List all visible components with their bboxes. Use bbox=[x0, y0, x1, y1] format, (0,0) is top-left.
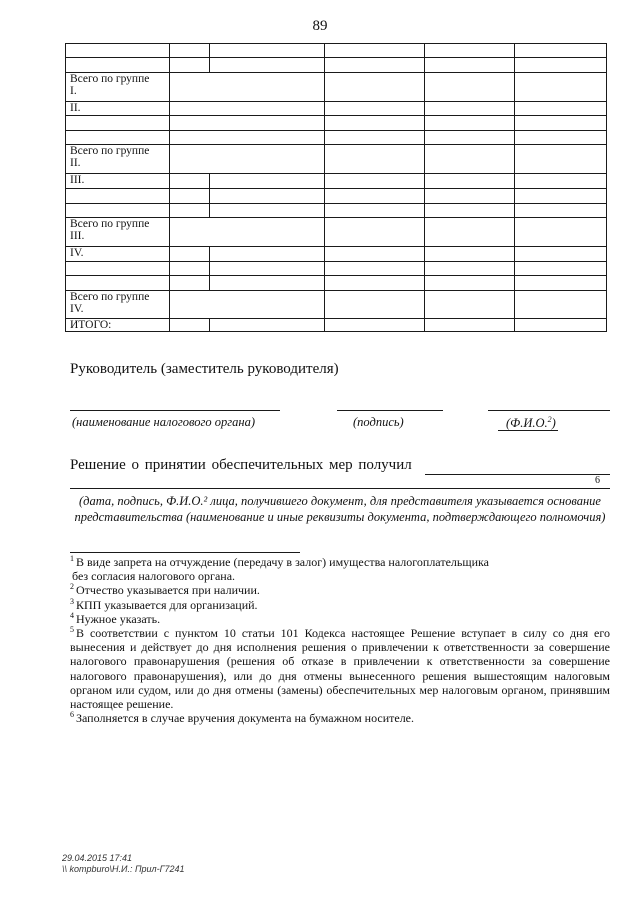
table-row bbox=[66, 276, 607, 291]
table-row bbox=[66, 44, 607, 58]
footnotes bbox=[70, 555, 610, 725]
property-table bbox=[65, 43, 607, 332]
table-row bbox=[66, 116, 607, 131]
group-header-label: II. bbox=[66, 102, 170, 116]
fio-caption-underline bbox=[498, 430, 558, 431]
group-total-row bbox=[66, 73, 607, 102]
recipient-note: (дата, подпись, Ф.И.О.² лица, получившего документ, для представителя указывается основание представительства (наименование и иные реквизиты документа, подтверждающего полномочия) bbox=[74, 494, 606, 524]
fio-caption: (Ф.И.О.$^2$) bbox=[506, 415, 556, 431]
tax-authority-caption: (наименование налогового органа) bbox=[72, 415, 255, 429]
tax-authority-line bbox=[70, 410, 280, 411]
group-header-label: IV. bbox=[66, 247, 170, 262]
grand-total-label: ИТОГО: bbox=[66, 319, 170, 332]
footnote: $^1$ В виде запрета на отчуждение (передачу в залог) имущества налогоплательщика bbox=[70, 554, 489, 569]
footnote: $^6$ Заполняется в случае вручения документа на бумажном носителе. bbox=[70, 710, 415, 726]
group-header-row bbox=[66, 247, 607, 262]
group-total-label: Всего по группе II. bbox=[66, 145, 170, 174]
group-total-label: Всего по группе I. bbox=[66, 73, 170, 102]
table-row bbox=[66, 189, 607, 204]
group-header-row bbox=[66, 102, 607, 116]
footnote: $^3$ КПП указывается для организаций. bbox=[70, 596, 258, 612]
signatory-title: Руководитель (заместитель руководителя) bbox=[70, 361, 339, 377]
stamp-datetime: 29.04.2015 17:41 bbox=[62, 853, 133, 863]
recipient-full-line bbox=[70, 488, 610, 489]
signature-caption: (подпись) bbox=[353, 415, 404, 429]
group-header-label: III. bbox=[66, 174, 170, 189]
decision-received-label: Решение о принятии обеспечительных мер получил bbox=[70, 457, 412, 473]
table-row bbox=[66, 204, 607, 218]
fio-line bbox=[488, 410, 610, 411]
signature-line bbox=[337, 410, 443, 411]
stamp-reference: \\ kompburo\Н.И.: Прил-Г7241 bbox=[62, 863, 185, 874]
table-row bbox=[66, 131, 607, 145]
group-total-row bbox=[66, 145, 607, 174]
decision-recipient-line bbox=[425, 474, 610, 475]
footnote: $^5$ В соответствии с пунктом 10 статьи 101 Кодекса настоящее Решение вступает в силу со дня его вынесения и действует до дня исполнения решения о привлечении к ответственности за совершение налогового правонарушения (решения об отказе в привлечении к ответственности за совершение налогового правонарушения), или до дня отмены вынесенного решения вышестоящим налоговым органом или судом, или до дня отмены (замены) обеспечительных мер налоговым органом, принявшим настоящее решение. bbox=[70, 625, 610, 712]
table-row bbox=[66, 58, 607, 73]
footnote: без согласия налогового органа. bbox=[72, 569, 236, 584]
group-total-row bbox=[66, 291, 607, 319]
footnote: $^4$ Нужное указать. bbox=[70, 610, 161, 626]
group-total-label: Всего по группе IV. bbox=[66, 291, 170, 319]
group-total-row bbox=[66, 218, 607, 247]
grand-total-row bbox=[66, 319, 607, 332]
print-stamp bbox=[62, 853, 184, 874]
page-number: 89 bbox=[312, 18, 328, 34]
group-total-label: Всего по группе III. bbox=[66, 218, 170, 247]
group-header-row bbox=[66, 174, 607, 189]
table-row bbox=[66, 262, 607, 276]
footnote: $^2$ Отчество указывается при наличии. bbox=[70, 582, 260, 598]
footnote-mark: 6 bbox=[595, 475, 600, 486]
footnote-separator bbox=[70, 552, 300, 553]
